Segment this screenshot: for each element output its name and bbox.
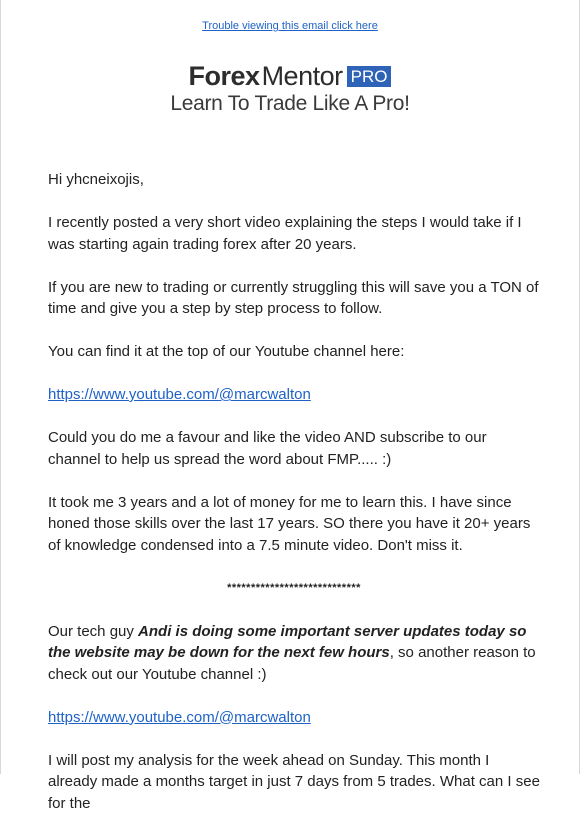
separator-stars: **************************** bbox=[227, 581, 361, 594]
logo-tagline: Learn To Trade Like A Pro! bbox=[170, 92, 410, 115]
paragraph-new-traders: If you are new to trading or currently struggling this will save you a TON of time and give you a step by step process to follow. bbox=[48, 278, 539, 317]
logo-forex-text: Forex bbox=[188, 61, 260, 91]
logo-pro-badge: PRO bbox=[347, 66, 392, 87]
paragraph-tech-guy bbox=[48, 621, 540, 686]
server-update-notice: Andi is doing some important server updates today so the website may be down for the next few hours bbox=[48, 622, 527, 661]
tech-guy-pre: Our tech guy bbox=[48, 622, 139, 640]
youtube-channel-link-2[interactable]: https://www.youtube.com/@marcwalton bbox=[48, 708, 311, 726]
email-body bbox=[48, 169, 540, 836]
paragraph-favour: Could you do me a favour and like the video AND subscribe to our channel to help us spread the word about FMP..... :) bbox=[48, 429, 487, 468]
trouble-viewing-bar bbox=[1, 19, 579, 33]
logo-wordmark bbox=[189, 60, 392, 92]
paragraph-find-it: You can find it at the top of our Youtube channel here: bbox=[48, 343, 405, 360]
paragraph-experience: It took me 3 years and a lot of money for me to learn this. I have since honed those skills over the last 17 years. SO there you have it 20+ years of knowledge condensed into a 7.5 minute video. Don't miss it. bbox=[48, 493, 531, 554]
paragraph-analysis: I will post my analysis for the week ahead on Sunday. This month I already made a months target in just 7 days from 5 trades. What can I see for the bbox=[48, 751, 540, 812]
youtube-channel-link[interactable]: https://www.youtube.com/@marcwalton bbox=[48, 386, 311, 403]
tech-guy-post: , so another reason to check out our Youtube channel :) bbox=[48, 644, 536, 683]
greeting: Hi yhcneixojis, bbox=[48, 171, 144, 188]
logo-mentor-text: Mentor bbox=[261, 61, 343, 91]
forex-mentor-pro-logo[interactable] bbox=[1, 60, 579, 116]
trouble-viewing-link[interactable]: Trouble viewing this email click here bbox=[202, 20, 378, 32]
youtube-link-paragraph bbox=[48, 384, 540, 406]
paragraph-video-intro: I recently posted a very short video explaining the steps I would take if I was starting again trading forex after 20 years. bbox=[48, 214, 522, 253]
youtube-link-paragraph-2 bbox=[48, 707, 540, 729]
